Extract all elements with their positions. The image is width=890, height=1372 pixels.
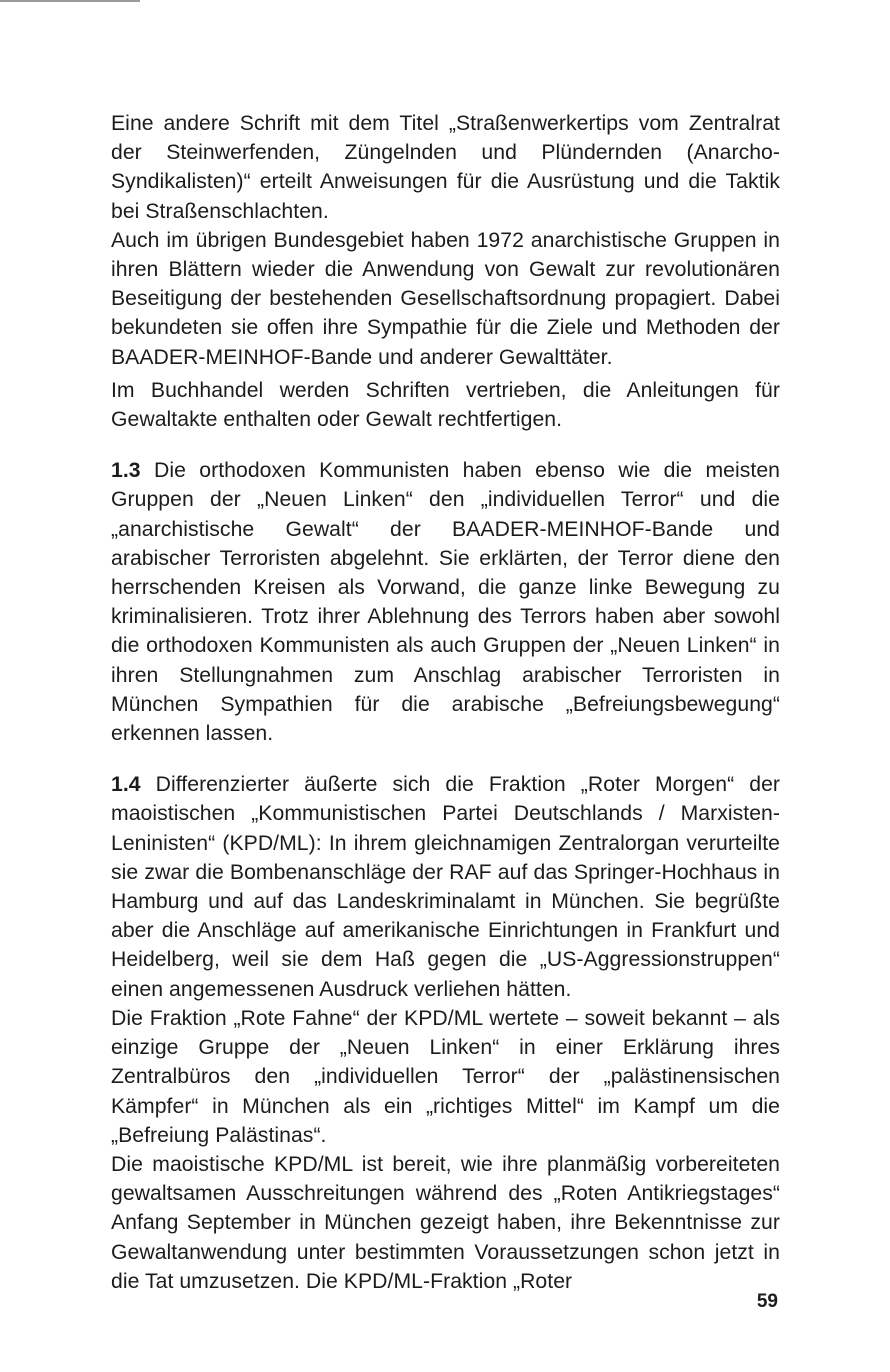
scan-edge-line xyxy=(0,0,140,2)
paragraph-text: Die maoistische KPD/ML ist bereit, wie ihre planmäßig vorbereiteten gewaltsamen Ausschreitungen während des „Roten Antikriegstages“ Anfang September in München gezeigt haben, ihre Bekenntnisse zur Gewaltanwendung unter bestimmten Voraussetzungen schon jetzt in die Tat umzusetzen. Die KPD/ML-Fraktion „Roter xyxy=(111,1152,780,1293)
paragraph-text: Im Buchhandel werden Schriften vertrieben, die Anleitungen für Gewaltakte enthalten oder Gewalt rechtfertigen. xyxy=(111,378,780,432)
paragraph xyxy=(111,226,780,372)
paragraph xyxy=(111,109,780,226)
paragraph xyxy=(111,1004,780,1150)
page-number: 59 xyxy=(756,1291,778,1312)
section-paragraph xyxy=(111,770,780,1004)
paragraph-text: Differenzierter äußerte sich die Fraktion „Roter Morgen“ der maoistischen „Kommunistischen Partei Deutschlands / Marxisten-Leninisten“ (KPD/ML): In ihrem gleichnamigen Zentralorgan verurteilte sie zwar die Bombenanschläge der RAF auf das Springer-Hochhaus in Hamburg und auf das Landeskriminalamt in München. Sie begrüßte aber die Anschläge auf amerikanische Einrichtungen in Frankfurt und Heidelberg, weil sie dem Haß gegen die „US-Aggressionstruppen“ einen angemessenen Ausdruck verliehen hätten. xyxy=(111,773,781,1001)
paragraph xyxy=(111,376,780,434)
body-text xyxy=(111,109,780,1296)
paragraph-text: Die Fraktion „Rote Fahne“ der KPD/ML wertete – soweit bekannt – als einzige Gruppe der „Neuen Linken“ in einer Erklärung ihres Zentralbüros den „individuellen Terror“ der „palästinensischen Kämpfer“ in München als ein „richtiges Mittel“ im Kampf um die „Befreiung Palästinas“. xyxy=(111,1006,780,1147)
paragraph-text: Eine andere Schrift mit dem Titel „Straßenwerkertips vom Zentralrat der Steinwerfenden, Züngelnden und Plündernden (Anarcho-Syndikalisten)“ erteilt Anweisungen für die Ausrüstung und die Taktik bei Straßenschlachten. xyxy=(111,112,780,223)
paragraph xyxy=(111,1150,780,1296)
paragraph-text: Auch im übrigen Bundesgebiet haben 1972 anarchistische Gruppen in ihren Blättern wieder die Anwendung von Gewalt zur revolutionären Beseitigung der bestehenden Gesellschaftsordnung propagiert. Dabei bekundeten sie offen ihre Sympathie für die Ziele und Methoden der BAADER-MEINHOF-Bande und anderer Gewalttäter. xyxy=(111,228,780,369)
section-paragraph xyxy=(111,456,780,748)
section-number: 1.4 xyxy=(111,773,141,797)
section-number: 1.3 xyxy=(111,459,141,483)
paragraph-text: Die orthodoxen Kommunisten haben ebenso wie die meisten Gruppen der „Neuen Linken“ den „individuellen Terror“ und die „anarchistische Gewalt“ der BAADER-MEINHOF-Bande und arabischer Terroristen abgelehnt. Sie erklärten, der Terror diene den herrschenden Kreisen als Vorwand, die ganze linke Bewegung zu kriminalisieren. Trotz ihrer Ablehnung des Terrors haben aber sowohl die orthodoxen Kommunisten als auch Gruppen der „Neuen Linken“ in ihren Stellungnahmen zum Anschlag arabischer Terroristen in München Sympathien für die arabische „Befreiungsbewegung“ erkennen lassen. xyxy=(111,459,781,746)
